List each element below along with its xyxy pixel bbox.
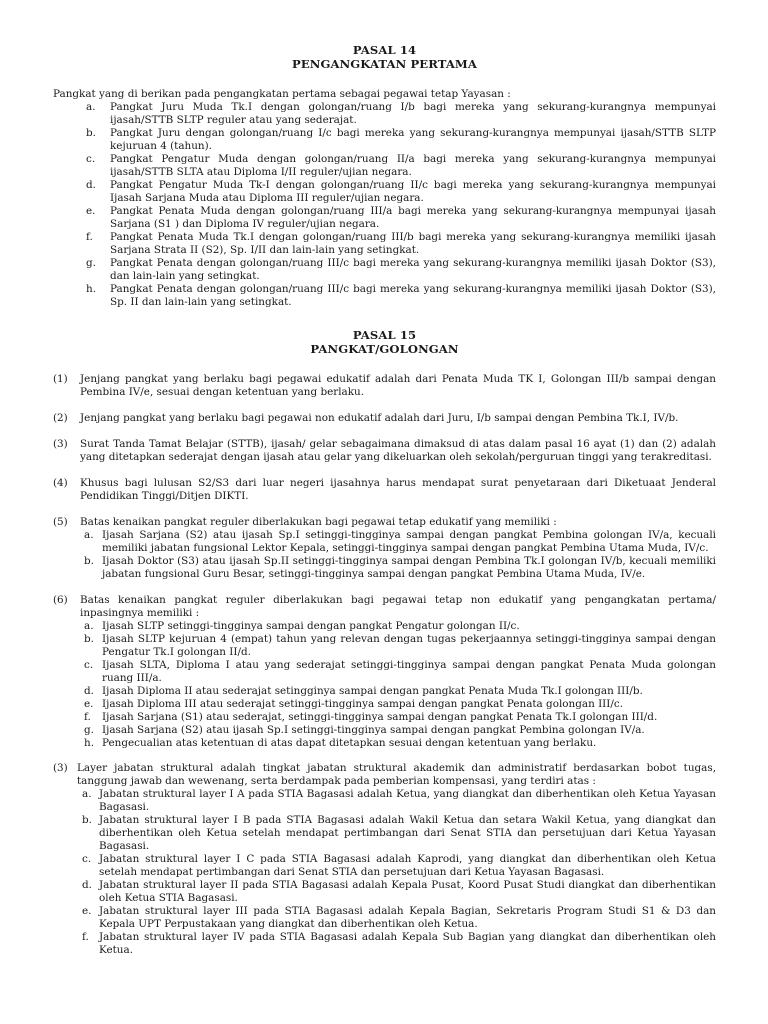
clause-item [53,477,716,503]
list-marker: f. [82,931,89,943]
list-item-text: Ijasah SLTP kejuruan 4 (empat) tahun yang relevan dengan tugas pekerjaannya setinggi-tingginya sampai dengan Pengatur Tk.I golongan II/d. [102,633,716,658]
clause-sub-list [80,620,716,750]
pasal-14-heading [53,43,716,71]
list-marker: c. [84,659,94,671]
list-item [77,931,716,957]
list-marker: e. [84,698,94,710]
list-item [80,698,716,711]
list-item [80,685,716,698]
list-marker: c. [82,853,92,865]
list-marker: g. [86,257,96,269]
list-marker: f. [84,711,91,723]
list-item [80,620,716,633]
list-item-text: Pangkat Penata dengan golongan/ruang III/c bagi mereka yang sekurang-kurangnya memiliki ijasah Doktor (S3), dan lain-lain yang setingkat. [110,257,716,282]
list-marker: d. [82,879,92,891]
pasal-15-title: PASAL 15 [352,328,417,342]
clause-item [53,412,716,425]
clause-text: Jenjang pangkat yang berlaku bagi pegawai non edukatif adalah dari Juru, I/b sampai dengan Pembina Tk.I, IV/b. [80,412,679,424]
clause-text: Batas kenaikan pangkat reguler diberlakukan bagi pegawai tetap edukatif yang memiliki : [80,516,557,528]
list-marker: h. [84,737,94,749]
list-item-text: Ijasah Sarjana (S2) atau ijasah Sp.I setinggi-tingginya sampai dengan pangkat Pembina golongan IV/a, kecuali memiliki jabatan fungsional Lektor Kepala, setinggi-tingginya sampai dengan pangkat Pembina Utama Muda, IV/c. [102,529,716,554]
list-item [53,179,716,205]
clause-item [53,373,716,399]
clause-marker: (5) [53,516,68,528]
list-item-text: Jabatan struktural layer III pada STIA Bagasasi adalah Kepala Bagian, Sekretaris Program Studi S1 & D3 dan Kepala UPT Perpustakaan yang diangkat dan diberhentikan oleh Ketua. [99,905,716,930]
clause-text: Surat Tanda Tamat Belajar (STTB), ijasah/ gelar sebagaimana dimaksud di atas dalam pasal 16 ayat (1) dan (2) adalah yang ditetapkan sederajat dengan ijasah atau gelar yang dikeluarkan oleh sekolah/perguruan tinggi yang terakreditasi. [80,438,716,463]
pasal-15-section [53,328,716,750]
clause-item [53,438,716,464]
list-marker: d. [86,179,96,191]
list-item [77,814,716,853]
clause-item [53,516,716,581]
pasal-14-section [53,43,716,309]
layer-structural-section [53,762,716,957]
list-item-text: Pengecualian atas ketentuan di atas dapat ditetapkan sesuai dengan ketentuan yang berlaku. [102,737,597,749]
list-marker: b. [82,814,92,826]
list-item [53,153,716,179]
list-item-text: Jabatan struktural layer IV pada STIA Bagasasi adalah Kepala Sub Bagian yang diangkat dan diberhentikan oleh Ketua. [99,931,716,956]
list-marker: b. [86,127,96,139]
list-item-text: Pangkat Penata Muda Tk.I dengan golongan/ruang III/b bagi mereka yang sekurang-kurangnya memiliki ijasah Sarjana Strata II (S2), Sp. I/II dan lain-lain yang setingkat. [110,231,716,256]
list-marker: e. [82,905,92,917]
list-item-text: Pangkat Juru dengan golongan/ruang I/c bagi mereka yang sekurang-kurangnya mempunyai ijasah/STTB SLTP kejuruan 4 (tahun). [110,127,716,152]
list-item-text: Pangkat Pengatur Muda Tk-I dengan golongan/ruang II/c bagi mereka yang sekurang-kurangnya mempunyai Ijasah Sarjana Muda atau Diploma III reguler/ujian negara. [110,179,716,204]
list-item-text: Ijasah Sarjana (S2) atau ijasah Sp.I setinggi-tingginya sampai dengan pangkat Pembina golongan IV/a. [102,724,645,736]
pasal-14-title: PASAL 14 [352,43,417,57]
clause-text: Khusus bagi lulusan S2/S3 dari luar negeri ijasahnya harus mendapat surat penyetaraan dari Diketuaat Jenderal Pendidikan Tinggi/Ditjen DIKTI. [80,477,716,502]
pasal-14-subtitle: PENGANGKATAN PERTAMA [292,57,477,71]
list-item [53,257,716,283]
list-marker: f. [86,231,93,243]
list-item-text: Pangkat Pengatur Muda dengan golongan/ruang II/a bagi mereka yang sekurang-kurangnya mempunyai ijasah/STTB SLTA atau Diploma I/II reguler/ujian negara. [110,153,716,178]
list-item-text: Pangkat Penata Muda dengan golongan/ruang III/a bagi mereka yang sekurang-kurangnya mempunyai ijasah Sarjana (S1 ) dan Diploma IV reguler/ujian negara. [110,205,716,230]
list-item-text: Ijasah Diploma III atau sederajat setinggi-tingginya sampai dengan pangkat Penata golongan III/c. [102,698,624,710]
list-item [80,529,716,555]
list-marker: b. [84,555,94,567]
pasal-15-heading [53,328,716,356]
list-marker: a. [82,788,92,800]
clause-marker: (1) [53,373,68,385]
list-item [77,788,716,814]
clause-marker: (4) [53,477,68,489]
list-item [77,879,716,905]
list-marker: g. [84,724,94,736]
pasal-15-list [53,373,716,750]
clause-sub-list [80,529,716,581]
pasal-14-intro: Pangkat yang di berikan pada pengangkatan pertama sebagai pegawai tetap Yayasan : [53,88,511,100]
list-item [80,737,716,750]
clause-marker: (3) [53,762,68,774]
list-item [80,555,716,581]
list-marker: a. [86,101,96,113]
list-item [53,127,716,153]
list-item [53,231,716,257]
list-marker: d. [84,685,94,697]
list-item-text: Jabatan struktural layer I B pada STIA Bagasasi adalah Wakil Ketua dan setara Wakil Ketua, yang diangkat dan diberhentikan oleh Ketua setelah mendapat pertimbangan dari Senat STIA dan persetujuan dari Ketua Yayasan Bagasasi. [99,814,716,852]
list-item [80,724,716,737]
list-item [77,853,716,879]
clause-marker: (3) [53,438,68,450]
clause-marker: (6) [53,594,68,606]
pasal-14-list [53,101,716,309]
list-marker: a. [84,529,94,541]
list-marker: h. [86,283,96,295]
list-item-text: Ijasah SLTA, Diploma I atau yang sederajat setinggi-tingginya sampai dengan pangkat Penata Muda golongan ruang III/a. [102,659,716,684]
list-marker: c. [86,153,96,165]
pasal-15-subtitle: PANGKAT/GOLONGAN [310,342,459,356]
list-item-text: Pangkat Penata dengan golongan/ruang III/c bagi mereka yang sekurang-kurangnya memiliki ijasah Doktor (S3), Sp. II dan lain-lain yang setingkat. [110,283,716,308]
list-item [80,633,716,659]
list-item [80,711,716,724]
list-marker: a. [84,620,94,632]
list-item-text: Ijasah SLTP setinggi-tingginya sampai dengan pangkat Pengatur golongan II/c. [102,620,520,632]
list-item [53,101,716,127]
clause-item [53,594,716,750]
list-item [53,283,716,309]
list-item-text: Pangkat Juru Muda Tk.I dengan golongan/ruang I/b bagi mereka yang sekurang-kurangnya mempunyai ijasah/STTB SLTP reguler atau yang sederajat. [110,101,716,126]
list-item-text: Ijasah Diploma II atau sederajat setingginya sampai dengan pangkat Penata Muda Tk.I golongan III/b. [102,685,643,697]
list-item [80,659,716,685]
list-marker: e. [86,205,96,217]
list-item-text: Ijasah Sarjana (S1) atau sederajat, setinggi-tingginya sampai dengan pangkat Penata Tk.I golongan III/d. [102,711,658,723]
clause-sub-list [77,788,716,957]
list-marker: b. [84,633,94,645]
list-item-text: Jabatan struktural layer II pada STIA Bagasasi adalah Kepala Pusat, Koord Pusat Studi diangkat dan diberhentikan oleh Ketua STIA Bagasasi. [99,879,716,904]
clause-text: Batas kenaikan pangkat reguler diberlakukan bagi pegawai tetap non edukatif yang pengangkatan pertama/ inpasingnya memiliki : [80,594,716,619]
list-item [53,205,716,231]
list-item-text: Jabatan struktural layer I C pada STIA Bagasasi adalah Kaprodi, yang diangkat dan diberhentikan oleh Ketua setelah mendapat pertimbangan dari Senat STIA dan persetujuan dari Ketua Yayasan Bagasasi. [99,853,716,878]
clause-text: Jenjang pangkat yang berlaku bagi pegawai edukatif adalah dari Penata Muda TK I, Golongan III/b sampai dengan Pembina IV/e, sesuai dengan ketentuan yang berlaku. [80,373,716,398]
clause-text: Layer jabatan struktural adalah tingkat jabatan struktural akademik dan administratif berdasarkan bobot tugas, tanggung jawab dan wewenang, serta berdampak pada pemberian kompensasi, yang terdiri atas : [77,762,716,787]
list-item [77,905,716,931]
clause-marker: (2) [53,412,68,424]
list-item-text: Jabatan struktural layer I A pada STIA Bagasasi adalah Ketua, yang diangkat dan diberhentikan oleh Ketua Yayasan Bagasasi. [99,788,716,813]
list-item-text: Ijasah Doktor (S3) atau ijasah Sp.II setinggi-tingginya sampai dengan Pembina Tk.I golongan IV/b, kecuali memiliki jabatan fungsional Guru Besar, setinggi-tingginya sampai dengan pangkat Pembina Utama Muda, IV/e. [102,555,716,580]
